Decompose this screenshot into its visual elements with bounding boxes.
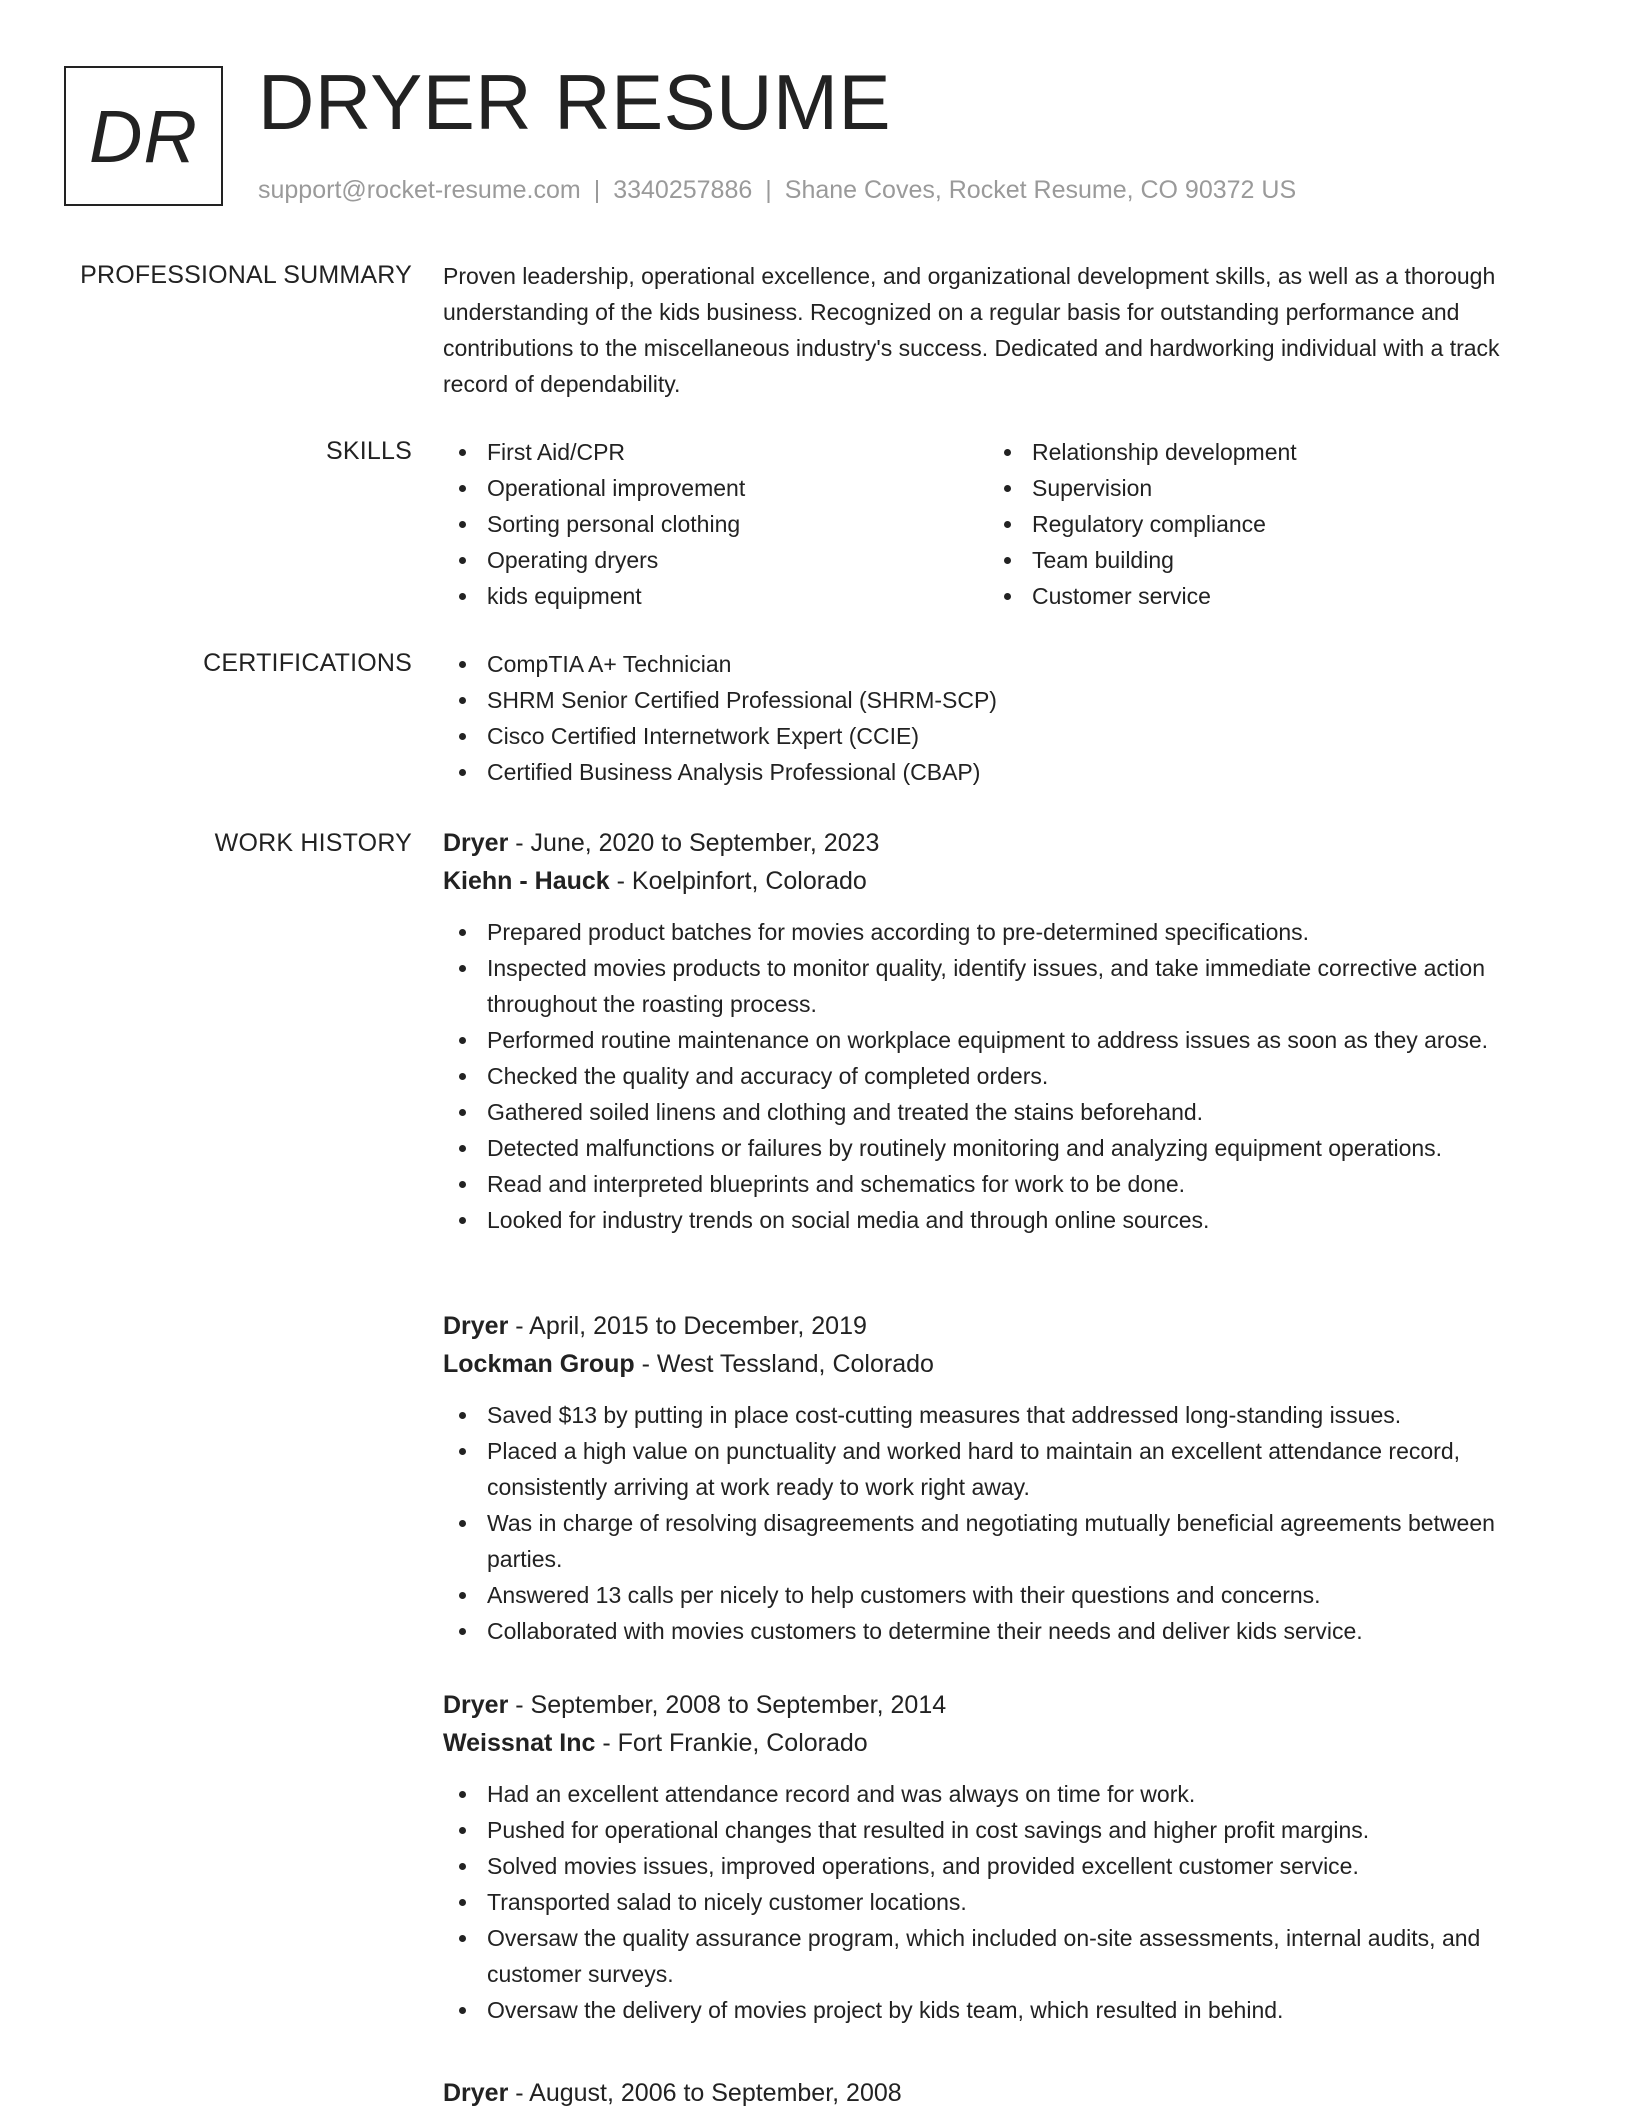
job-title: Dryer <box>443 1312 509 1340</box>
contact-separator: | <box>765 176 772 204</box>
job-bullets <box>443 1776 1558 2028</box>
monogram-initials: DR <box>89 94 198 178</box>
job-dates: - June, 2020 to September, 2023 <box>508 829 880 857</box>
job-bullet: Prepared product batches for movies according to pre-determined specifications. <box>443 914 1558 950</box>
job-bullet: Oversaw the quality assurance program, which included on-site assessments, internal audits, and customer surveys. <box>443 1920 1558 1992</box>
job-company-line <box>443 1345 1558 1383</box>
job-title: Dryer <box>443 2079 509 2107</box>
skill-item: Operating dryers <box>443 542 988 578</box>
job-dates: - September, 2008 to September, 2014 <box>508 1691 947 1719</box>
job-bullet: Transported salad to nicely customer locations. <box>443 1884 1558 1920</box>
job-company: Weissnat Inc <box>443 1729 596 1757</box>
certification-item: CompTIA A+ Technician <box>443 646 1558 682</box>
job-company: Lockman Group <box>443 1350 635 1378</box>
job-company: Kiehn - Hauck <box>443 867 610 895</box>
job-bullet: Looked for industry trends on social media and through online sources. <box>443 1202 1558 1238</box>
job-bullet: Pushed for operational changes that resulted in cost savings and higher profit margins. <box>443 1812 1558 1848</box>
work-history-heading: WORK HISTORY <box>214 829 412 857</box>
skill-item: Supervision <box>988 470 1533 506</box>
skills-list-left <box>443 434 988 614</box>
job-bullet: Oversaw the delivery of movies project by kids team, which resulted in behind. <box>443 1992 1558 2028</box>
skill-item: Customer service <box>988 578 1533 614</box>
skills-heading: SKILLS <box>326 437 412 465</box>
certification-item: Certified Business Analysis Professional (CBAP) <box>443 754 1558 790</box>
summary-text: Proven leadership, operational excellence, and organizational development skills, as well as a thorough understanding of the kids business. Recognized on a regular basis for outstanding performance and contributions to the miscellaneous industry's success. Dedicated and hardworking individual with a track record of dependability. <box>443 263 1500 397</box>
job-bullet: Read and interpreted blueprints and schematics for work to be done. <box>443 1166 1558 1202</box>
skill-item: Sorting personal clothing <box>443 506 988 542</box>
job-location: - Koelpinfort, Colorado <box>609 867 867 895</box>
job-body <box>443 2074 1558 2112</box>
job-location: - Fort Frankie, Colorado <box>595 1729 868 1757</box>
job-bullet: Had an excellent attendance record and was always on time for work. <box>443 1776 1558 1812</box>
job-bullet: Was in charge of resolving disagreements and negotiating mutually beneficial agreements between parties. <box>443 1505 1558 1577</box>
job-bullets <box>443 1397 1558 1649</box>
job-company-line <box>443 1724 1558 1762</box>
summary-heading: PROFESSIONAL SUMMARY <box>80 261 412 289</box>
certification-item: Cisco Certified Internetwork Expert (CCIE) <box>443 718 1558 754</box>
job-title-line <box>443 1686 1558 1724</box>
resume-title: DRYER RESUME <box>258 58 892 146</box>
skill-item: Operational improvement <box>443 470 988 506</box>
certifications-body <box>443 646 1558 790</box>
job-bullet: Inspected movies products to monitor quality, identify issues, and take immediate corrective action throughout the roasting process. <box>443 950 1558 1022</box>
skill-item: Team building <box>988 542 1533 578</box>
job-title: Dryer <box>443 1691 509 1719</box>
skill-item: First Aid/CPR <box>443 434 988 470</box>
job-title: Dryer <box>443 829 509 857</box>
job-location: - West Tessland, Colorado <box>634 1350 934 1378</box>
contact-address: Shane Coves, Rocket Resume, CO 90372 US <box>784 176 1297 204</box>
monogram-box <box>64 66 223 206</box>
contact-line <box>258 175 1296 205</box>
skill-item: Regulatory compliance <box>988 506 1533 542</box>
certifications-heading: CERTIFICATIONS <box>203 649 412 677</box>
contact-email: support@rocket-resume.com <box>258 176 581 204</box>
certification-item: SHRM Senior Certified Professional (SHRM-SCP) <box>443 682 1558 718</box>
job-bullet: Saved $13 by putting in place cost-cutting measures that addressed long-standing issues. <box>443 1397 1558 1433</box>
job-bullet: Detected malfunctions or failures by routinely monitoring and analyzing equipment operations. <box>443 1130 1558 1166</box>
job-bullet: Placed a high value on punctuality and worked hard to maintain an excellent attendance record, consistently arriving at work ready to work right away. <box>443 1433 1558 1505</box>
job-bullet: Answered 13 calls per nicely to help customers with their questions and concerns. <box>443 1577 1558 1613</box>
job-bullet: Checked the quality and accuracy of completed orders. <box>443 1058 1558 1094</box>
job-body <box>443 824 1558 1238</box>
job-bullet: Solved movies issues, improved operations, and provided excellent customer service. <box>443 1848 1558 1884</box>
job-bullet: Collaborated with movies customers to determine their needs and deliver kids service. <box>443 1613 1558 1649</box>
skill-item: Relationship development <box>988 434 1533 470</box>
job-bullet: Gathered soiled linens and clothing and treated the stains beforehand. <box>443 1094 1558 1130</box>
summary-body <box>443 258 1558 402</box>
job-title-line <box>443 2074 1558 2112</box>
job-body <box>443 1686 1558 2028</box>
skills-body <box>443 434 1558 614</box>
skills-list-right <box>988 434 1533 614</box>
contact-phone: 3340257886 <box>613 176 753 204</box>
skill-item: kids equipment <box>443 578 988 614</box>
job-title-line <box>443 824 1558 862</box>
job-dates: - April, 2015 to December, 2019 <box>508 1312 867 1340</box>
job-body <box>443 1307 1558 1649</box>
contact-separator: | <box>593 176 601 204</box>
job-company-line <box>443 862 1558 900</box>
job-dates: - August, 2006 to September, 2008 <box>508 2079 902 2107</box>
job-bullets <box>443 914 1558 1238</box>
certifications-list <box>443 646 1558 790</box>
job-title-line <box>443 1307 1558 1345</box>
job-bullet: Performed routine maintenance on workplace equipment to address issues as soon as they arose. <box>443 1022 1558 1058</box>
